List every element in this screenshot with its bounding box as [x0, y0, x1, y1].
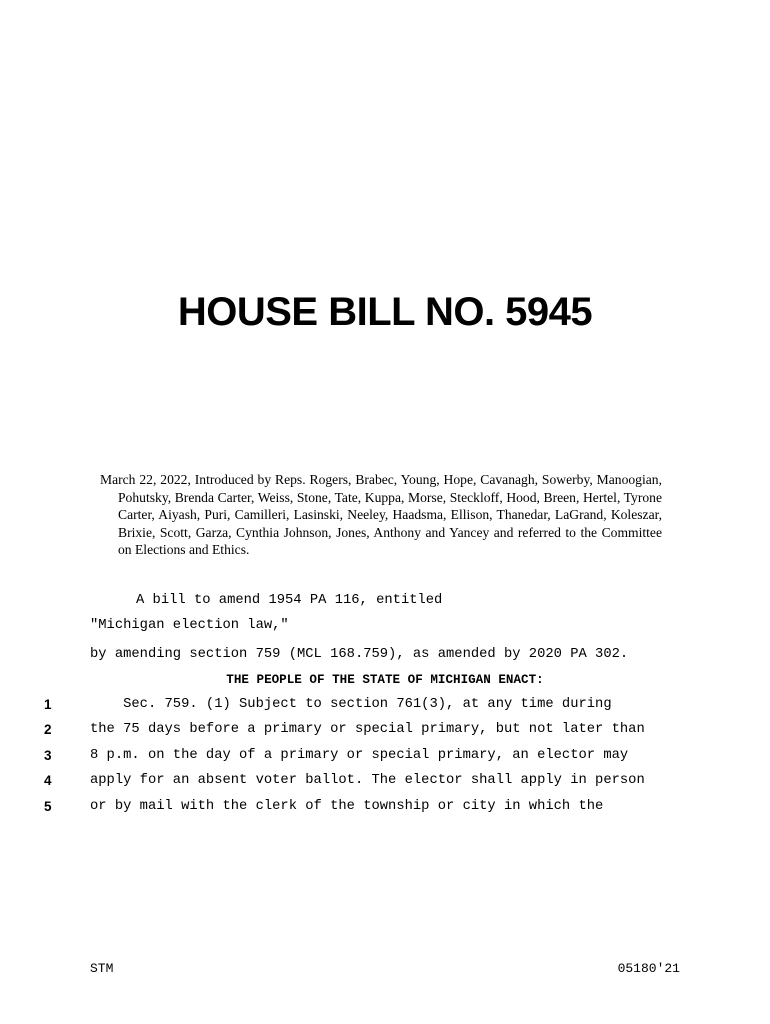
bill-description-line-1: A bill to amend 1954 PA 116, entitled — [136, 593, 443, 608]
footer-initials: STM — [90, 961, 114, 976]
numbered-line — [0, 696, 770, 716]
footer-document-code: 05180'21 — [617, 961, 680, 976]
bill-description-line-2: "Michigan election law," — [90, 618, 289, 633]
numbered-line — [0, 798, 770, 818]
line-text: 8 p.m. on the day of a primary or special primary, an elector may — [90, 748, 629, 763]
numbered-line — [0, 747, 770, 767]
line-text: Sec. 759. (1) Subject to section 761(3), at any time during — [90, 697, 612, 712]
line-number: 1 — [44, 697, 52, 712]
amending-clause: by amending section 759 (MCL 168.759), as amended by 2020 PA 302. — [90, 647, 629, 662]
line-number: 4 — [44, 773, 52, 788]
line-text: the 75 days before a primary or special primary, but not later than — [90, 722, 645, 737]
enacting-clause: THE PEOPLE OF THE STATE OF MICHIGAN ENACT: — [226, 673, 544, 687]
line-number: 3 — [44, 748, 52, 763]
bill-title: HOUSE BILL NO. 5945 — [177, 290, 593, 334]
numbered-line — [0, 772, 770, 792]
line-number: 5 — [44, 799, 52, 814]
line-text: or by mail with the clerk of the township or city in which the — [90, 799, 604, 814]
numbered-line — [0, 721, 770, 741]
line-text: apply for an absent voter ballot. The elector shall apply in person — [90, 773, 645, 788]
line-number: 2 — [44, 722, 52, 737]
introduction-paragraph: March 22, 2022, Introduced by Reps. Rogers, Brabec, Young, Hope, Cavanagh, Sowerby, Manoogian, Pohutsky, Brenda Carter, Weiss, Stone, Tate, Kuppa, Morse, Steckloff, Hood, Breen, Hertel, Tyrone Carter, Aiyash, Puri, Camilleri, Lasinski, Neeley, Haadsma, Ellison, Thanedar, LaGrand, Koleszar, Brixie, Scott, Garza, Cynthia Johnson, Jones, Anthony and Yancey and referred to the Committee on Elections and Ethics. — [100, 472, 662, 558]
